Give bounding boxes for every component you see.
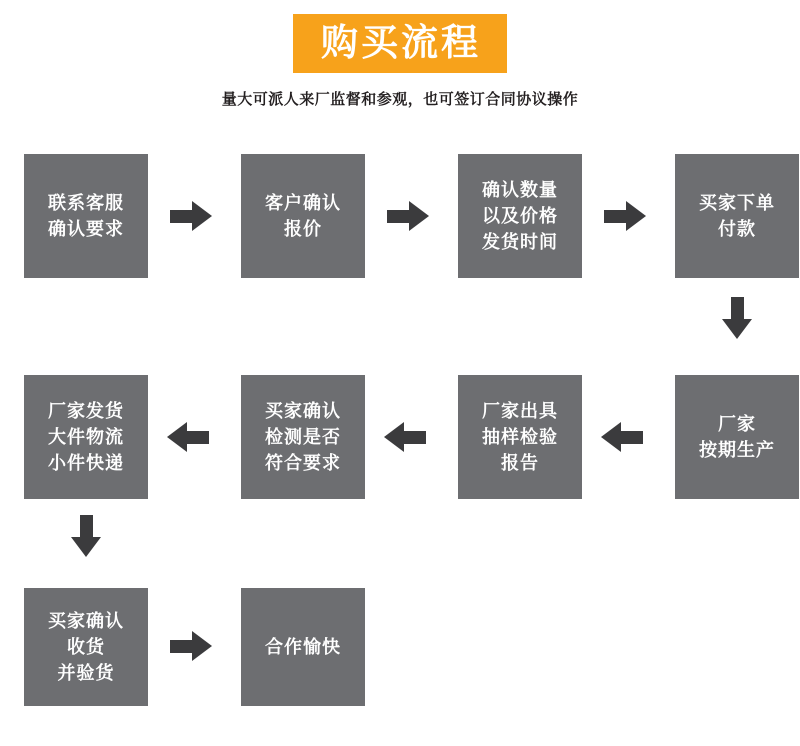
arrow-head — [722, 319, 752, 339]
flow-node-label: 付款 — [718, 219, 756, 239]
flow-node-label: 厂家出具 — [482, 400, 558, 421]
flow-node-n4 — [675, 154, 799, 278]
flow-node-label: 厂家发货 — [48, 400, 124, 421]
flow-node-label: 买家下单 — [699, 192, 775, 213]
flow-arrow-right-icon — [170, 201, 212, 232]
flow-node-label: 合作愉快 — [265, 636, 341, 657]
flow-node-n1 — [24, 154, 148, 278]
arrow-shaft — [170, 640, 194, 653]
flow-node-label: 符合要求 — [265, 453, 341, 474]
flow-node-n5 — [675, 375, 799, 499]
arrow-head — [71, 537, 101, 557]
arrow-shaft — [604, 210, 628, 223]
arrow-shaft — [387, 210, 411, 223]
flow-node-label: 检测是否 — [265, 426, 341, 447]
flow-node-label: 客户确认 — [265, 192, 341, 213]
arrow-head — [192, 201, 212, 231]
flow-node-label: 联系客服 — [48, 192, 124, 213]
arrow-head — [192, 631, 212, 661]
flow-node-label: 确认数量 — [482, 179, 558, 200]
flow-arrow-right-icon — [604, 201, 646, 232]
flow-node-label: 买家确认 — [48, 610, 124, 631]
arrow-head — [409, 201, 429, 231]
flow-node-label: 并验货 — [57, 663, 115, 684]
flow-node-label: 确认要求 — [48, 219, 124, 239]
flow-node-label: 按期生产 — [699, 440, 775, 460]
flow-arrow-right-icon — [170, 631, 212, 662]
flow-node-label: 小件快递 — [48, 453, 124, 474]
page-subtitle: 量大可派人来厂监督和参观，也可签订合同协议操作 — [221, 91, 579, 108]
flow-node-label: 收货 — [67, 636, 105, 657]
flow-node-label: 厂家 — [718, 413, 756, 434]
arrow-shaft — [170, 210, 194, 223]
flow-node-n9 — [24, 588, 148, 706]
arrow-shaft — [80, 515, 93, 539]
flow-node-n10 — [241, 588, 365, 706]
flow-node-n2 — [241, 154, 365, 278]
arrow-head — [384, 422, 404, 452]
flow-node-n8 — [24, 375, 148, 499]
flow-node-label: 抽样检验 — [482, 426, 558, 447]
flow-arrow-down-icon — [722, 297, 753, 339]
flow-node-label: 发货时间 — [482, 232, 558, 253]
flow-node-n3 — [458, 154, 582, 278]
flow-node-n6 — [458, 375, 582, 499]
flow-node-label: 买家确认 — [265, 400, 341, 421]
arrow-head — [626, 201, 646, 231]
flow-arrow-left-icon — [167, 422, 209, 453]
flow-arrow-left-icon — [384, 422, 426, 453]
flow-node-label: 大件物流 — [48, 426, 124, 447]
arrow-shaft — [731, 297, 744, 321]
flow-node-n7 — [241, 375, 365, 499]
flow-arrow-right-icon — [387, 201, 429, 232]
arrow-head — [167, 422, 187, 452]
flow-arrow-left-icon — [601, 422, 643, 453]
flow-node-label: 报价 — [284, 219, 322, 239]
flow-arrow-down-icon — [71, 515, 102, 557]
flow-node-label: 以及价格 — [482, 205, 558, 226]
page-title: 购买流程 — [293, 14, 507, 73]
arrow-head — [601, 422, 621, 452]
flow-node-label: 报告 — [501, 453, 539, 474]
